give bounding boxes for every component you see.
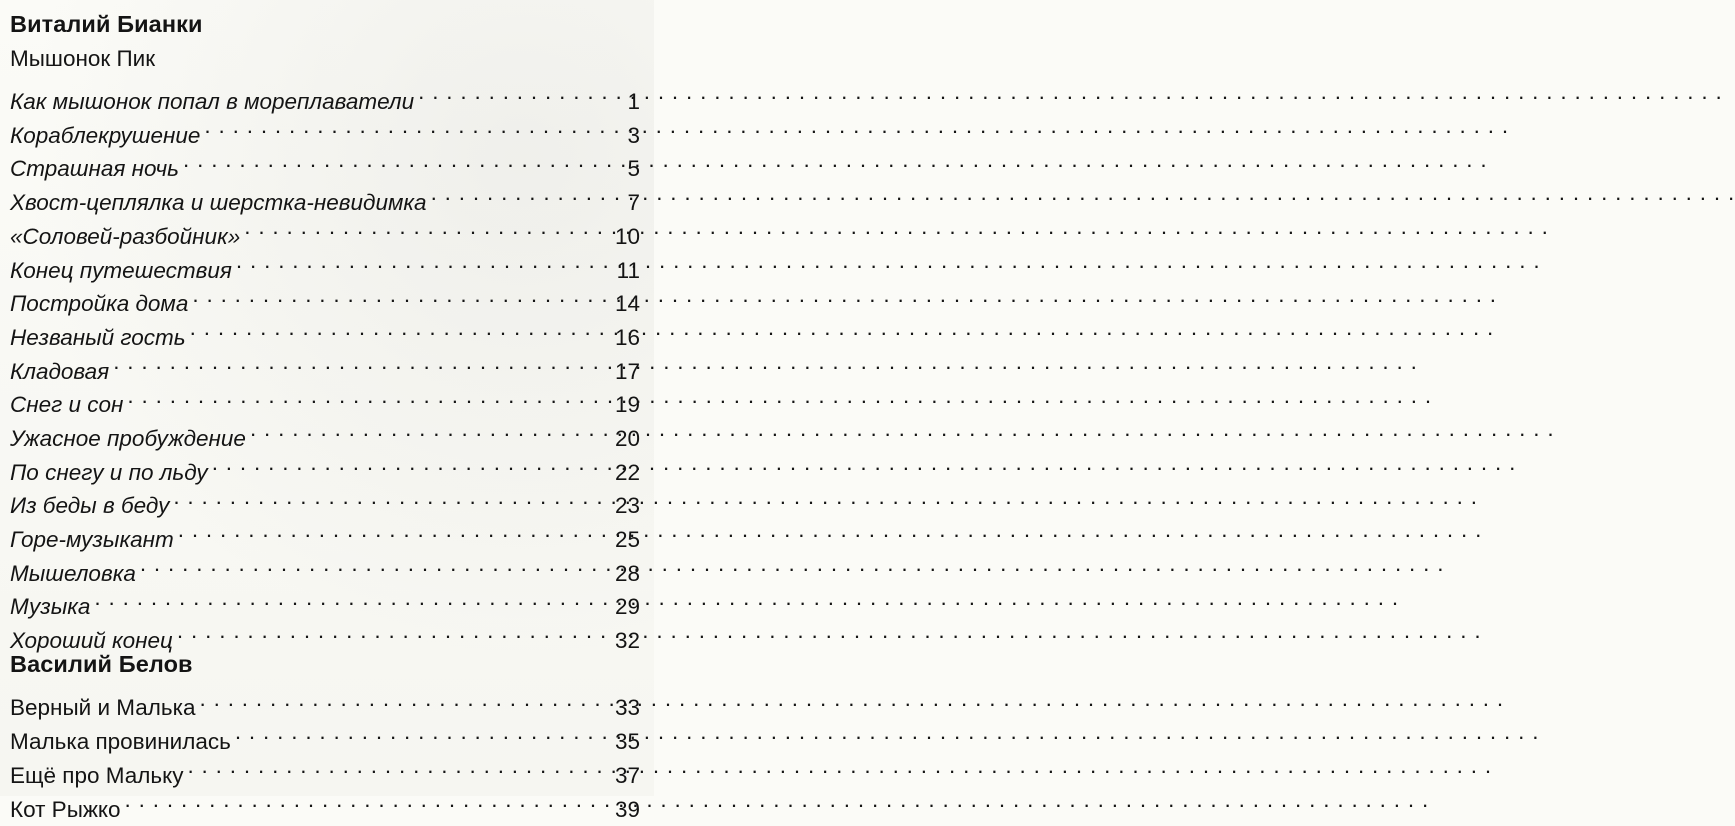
toc-entry[interactable] bbox=[10, 345, 640, 379]
toc-entry[interactable] bbox=[10, 547, 640, 581]
entry-title: Кладовая bbox=[10, 355, 109, 389]
toc-entry[interactable] bbox=[10, 783, 640, 817]
toc-entry[interactable] bbox=[10, 278, 640, 312]
entry-page-number: 22 bbox=[615, 456, 640, 490]
entry-page-number: 28 bbox=[615, 557, 640, 591]
entry-page-number: 17 bbox=[615, 355, 640, 389]
dot-leader bbox=[204, 109, 622, 143]
dot-leader bbox=[236, 244, 613, 278]
entry-page-number: 5 bbox=[626, 152, 640, 186]
entry-title: Ужасное пробуждение bbox=[10, 422, 246, 456]
entry-title: Кот Рыжко bbox=[10, 793, 121, 826]
entry-page-number: 3 bbox=[626, 119, 640, 153]
dot-leader bbox=[183, 143, 622, 177]
entry-title: Верный и Малька bbox=[10, 691, 195, 725]
toc-entry[interactable] bbox=[10, 143, 640, 177]
entry-title: Из беды в беду bbox=[10, 489, 169, 523]
toc-entry[interactable] bbox=[10, 480, 640, 514]
entry-title: Как мышонок попал в мореплаватели bbox=[10, 85, 414, 119]
dot-leader bbox=[431, 176, 622, 210]
dot-leader bbox=[212, 446, 611, 480]
dot-leader bbox=[235, 715, 611, 749]
author-heading: Василий Белов bbox=[10, 648, 640, 682]
entry-page-number: 32 bbox=[615, 624, 640, 658]
entry-page-number: 11 bbox=[617, 254, 640, 288]
dot-leader bbox=[192, 278, 611, 312]
dot-leader bbox=[127, 379, 611, 413]
entry-title: Малька провинилась bbox=[10, 725, 231, 759]
entry-title: Страшная ночь bbox=[10, 152, 179, 186]
dot-leader bbox=[190, 311, 611, 345]
entry-page-number: 39 bbox=[615, 793, 640, 826]
toc-entry[interactable] bbox=[10, 75, 640, 109]
dot-leader bbox=[173, 480, 611, 514]
toc-entry[interactable] bbox=[10, 682, 640, 716]
toc-entry[interactable] bbox=[10, 581, 640, 615]
dot-leader bbox=[178, 513, 611, 547]
dot-leader bbox=[113, 345, 611, 379]
entry-page-number: 19 bbox=[615, 388, 640, 422]
dot-leader bbox=[125, 783, 611, 817]
dot-leader bbox=[199, 682, 610, 716]
entry-title: Ещё про Мальку bbox=[10, 759, 183, 793]
entry-page-number: 25 bbox=[615, 523, 640, 557]
author-heading: Виталий Бианки bbox=[10, 8, 640, 42]
entry-page-number: 33 bbox=[615, 691, 640, 725]
dot-leader bbox=[187, 749, 611, 783]
dot-leader bbox=[244, 210, 611, 244]
toc-page bbox=[0, 0, 654, 796]
entry-page-number: 1 bbox=[626, 85, 640, 119]
entry-page-number: 35 bbox=[615, 725, 640, 759]
entry-page-number: 37 bbox=[615, 759, 640, 793]
dot-leader bbox=[418, 75, 622, 109]
dot-leader bbox=[94, 581, 611, 615]
entry-title: Снег и сон bbox=[10, 388, 123, 422]
toc-entry[interactable] bbox=[10, 614, 640, 648]
toc-entry[interactable] bbox=[10, 446, 640, 480]
entry-page-number: 7 bbox=[626, 186, 640, 220]
entry-page-number: 14 bbox=[615, 287, 640, 321]
entry-page-number: 23 bbox=[615, 489, 640, 523]
entry-title: «Соловей-разбойник» bbox=[10, 220, 240, 254]
dot-leader bbox=[250, 412, 611, 446]
entry-title: Конец путешествия bbox=[10, 254, 232, 288]
toc-entry[interactable] bbox=[10, 749, 640, 783]
entry-title: Кораблекрушение bbox=[10, 119, 200, 153]
entry-page-number: 10 bbox=[615, 220, 640, 254]
toc-entry[interactable] bbox=[10, 513, 640, 547]
entry-title: Незваный гость bbox=[10, 321, 186, 355]
toc-entry[interactable] bbox=[10, 715, 640, 749]
toc-entry[interactable] bbox=[10, 176, 640, 210]
entry-page-number: 20 bbox=[615, 422, 640, 456]
entry-title: Горе-музыкант bbox=[10, 523, 174, 557]
toc-entry[interactable] bbox=[10, 412, 640, 446]
entry-title: Мышеловка bbox=[10, 557, 136, 591]
dot-leader bbox=[177, 614, 611, 648]
table-of-contents bbox=[10, 8, 640, 817]
toc-entry[interactable] bbox=[10, 379, 640, 413]
toc-entry[interactable] bbox=[10, 244, 640, 278]
entry-title: Хвост-цеплялка и шерстка-невидимка bbox=[10, 186, 427, 220]
toc-entry[interactable] bbox=[10, 210, 640, 244]
entry-title: По снегу и по льду bbox=[10, 456, 208, 490]
entry-page-number: 29 bbox=[615, 590, 640, 624]
toc-entry[interactable] bbox=[10, 311, 640, 345]
work-title: Мышонок Пик bbox=[10, 42, 640, 76]
dot-leader bbox=[140, 547, 611, 581]
entry-title: Хороший конец bbox=[10, 624, 173, 658]
toc-entry[interactable] bbox=[10, 109, 640, 143]
entry-page-number: 16 bbox=[615, 321, 640, 355]
entry-title: Музыка bbox=[10, 590, 90, 624]
entry-title: Постройка дома bbox=[10, 287, 188, 321]
